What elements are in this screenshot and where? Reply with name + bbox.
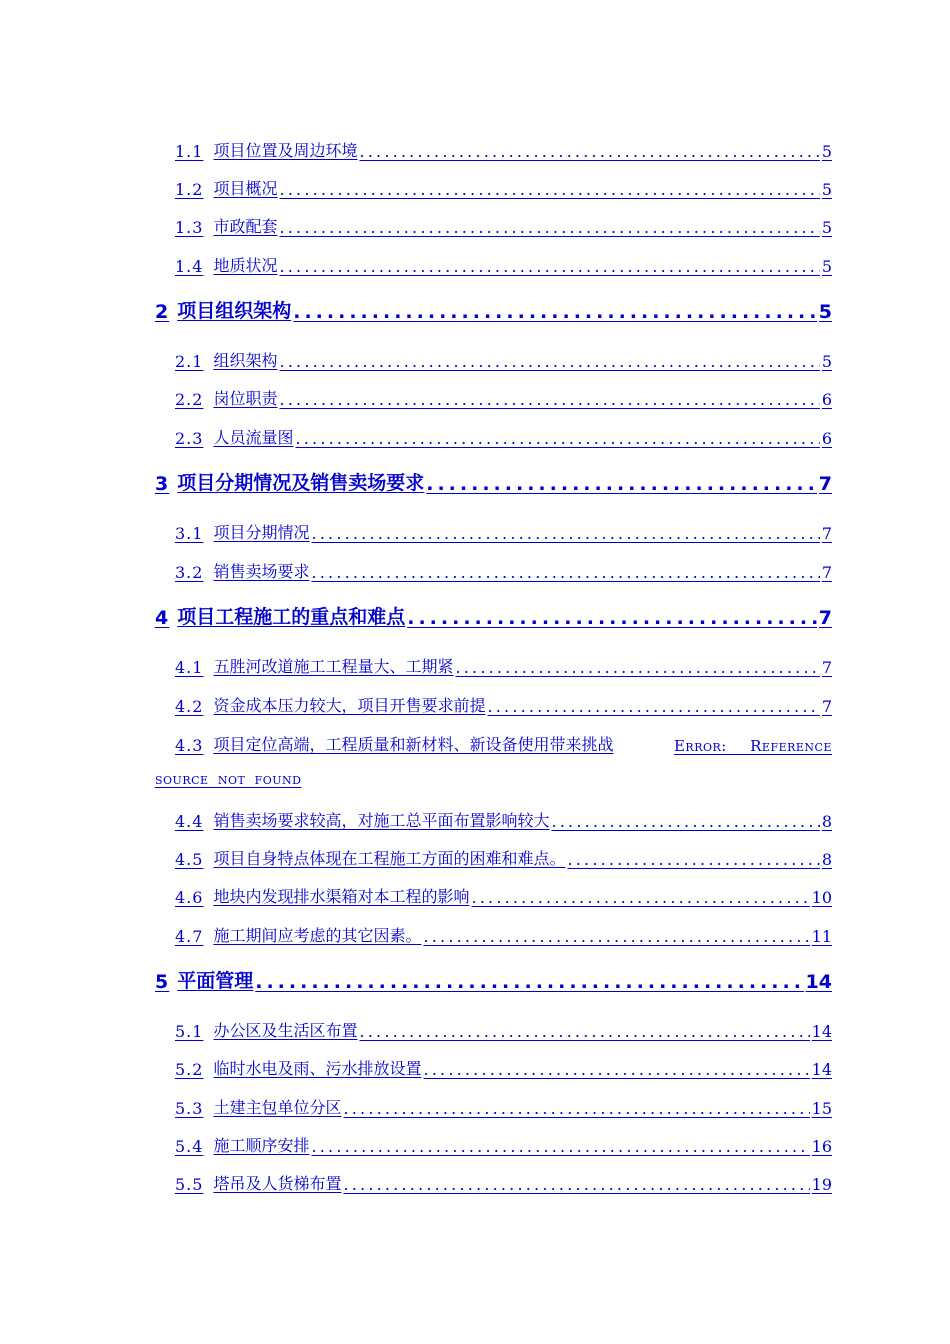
toc-leader-dots [359, 142, 819, 161]
toc-leader-dots [279, 390, 819, 409]
toc-title: 平面管理 [177, 970, 254, 992]
toc-page-number: 11 [811, 927, 832, 946]
toc-page-number: 7 [821, 563, 832, 582]
toc-leader-dots [343, 1099, 809, 1118]
toc-reference-error-continuation[interactable]: source not found [155, 770, 302, 788]
toc-leader-dots [311, 1137, 809, 1156]
toc-page-number: 8 [821, 850, 832, 869]
toc-title: 销售卖场要求 [213, 562, 310, 581]
toc-page-number: 5 [821, 180, 832, 199]
toc-number: 5.2 [175, 1060, 204, 1079]
toc-title: 土建主包单位分区 [213, 1098, 342, 1117]
toc-page-number: 7 [821, 524, 832, 543]
toc-page-number: 14 [811, 1022, 832, 1041]
toc-page-number: 6 [821, 390, 832, 409]
toc-entry-5-3[interactable] [175, 1094, 832, 1118]
toc-leader-dots [293, 301, 817, 323]
toc-chapter-5[interactable] [155, 965, 832, 993]
toc-number: 1.1 [175, 142, 204, 161]
toc-leader-dots [423, 1060, 809, 1079]
toc-number: 2 [155, 301, 170, 323]
toc-page-number: 7 [818, 607, 832, 629]
toc-title: 资金成本压力较大，项目开售要求前提 [213, 696, 486, 715]
toc-title: 项目分期情况 [213, 523, 310, 542]
toc-entry-2-2[interactable] [175, 385, 832, 409]
toc-page-number: 19 [811, 1175, 832, 1194]
toc-title: 施工顺序安排 [213, 1136, 310, 1155]
toc-number: 2.2 [175, 390, 204, 409]
toc-entry-1-1[interactable] [175, 137, 832, 161]
toc-entry-5-4[interactable] [175, 1132, 832, 1156]
toc-chapter-4[interactable] [155, 601, 832, 629]
toc-number: 4.7 [175, 927, 204, 946]
toc-entry-4-7[interactable] [175, 922, 832, 946]
toc-leader-dots [255, 971, 803, 993]
toc-title: 办公区及生活区布置 [213, 1021, 358, 1040]
toc-entry-2-1[interactable] [175, 347, 832, 371]
toc-number: 1.3 [175, 218, 204, 237]
toc-page-number: 5 [818, 301, 832, 323]
toc-entry-2-3[interactable] [175, 424, 832, 448]
toc-number: 5.4 [175, 1137, 204, 1156]
toc-title: 项目组织架构 [177, 300, 292, 322]
toc-leader-dots [471, 888, 809, 907]
toc-number: 4.6 [175, 888, 204, 907]
toc-title: 项目概况 [213, 179, 278, 198]
toc-leader-dots [407, 607, 817, 629]
toc-entry-3-2[interactable] [175, 558, 832, 582]
toc-number: 5.5 [175, 1175, 204, 1194]
toc-number: 3 [155, 473, 170, 495]
toc-page-number: 7 [821, 697, 832, 716]
toc-title: 项目工程施工的重点和难点 [177, 606, 406, 628]
toc-entry-4-3[interactable] [175, 731, 832, 755]
toc-page-number: 5 [821, 142, 832, 161]
toc-leader-dots [311, 524, 819, 543]
toc-leader-dots [279, 218, 819, 237]
toc-leader-dots [455, 658, 819, 677]
toc-title: 项目自身特点体现在工程施工方面的困难和难点。 [213, 849, 566, 868]
toc-leader-dots [343, 1175, 809, 1194]
toc-number: 4.4 [175, 812, 204, 831]
toc-title: 地质状况 [213, 256, 278, 275]
toc-chapter-2[interactable] [155, 295, 832, 323]
toc-page-number: 16 [811, 1137, 832, 1156]
toc-entry-4-5[interactable] [175, 845, 832, 869]
toc-page-number: 6 [821, 429, 832, 448]
toc-entry-4-6[interactable] [175, 883, 832, 907]
toc-leader-dots [567, 850, 819, 869]
toc-entry-5-2[interactable] [175, 1055, 832, 1079]
toc-number: 5 [155, 971, 170, 993]
toc-entry-3-1[interactable] [175, 519, 832, 543]
toc-title: 岗位职责 [213, 389, 278, 408]
toc-title: 施工期间应考虑的其它因素。 [213, 926, 422, 945]
toc-chapter-3[interactable] [155, 467, 832, 495]
toc-number: 3.2 [175, 563, 204, 582]
toc-page-number: 14 [805, 971, 832, 993]
toc-reference-error: Error: Reference [673, 737, 832, 755]
toc-page-number: 5 [821, 218, 832, 237]
toc-leader-dots [279, 180, 819, 199]
toc-leader-dots [279, 352, 819, 371]
toc-page-number: 7 [821, 658, 832, 677]
toc-leader-dots [551, 812, 819, 831]
toc-title: 项目分期情况及销售卖场要求 [177, 472, 425, 494]
toc-number: 4.3 [175, 736, 204, 755]
toc-page-number: 5 [821, 257, 832, 276]
toc-number: 2.3 [175, 429, 204, 448]
toc-leader-dots [359, 1022, 809, 1041]
toc-entry-5-1[interactable] [175, 1017, 832, 1041]
toc-number: 1.4 [175, 257, 204, 276]
toc-page-number: 15 [811, 1099, 832, 1118]
toc-title: 项目位置及周边环境 [213, 141, 358, 160]
toc-leader-dots [487, 697, 819, 716]
toc-entry-4-2[interactable] [175, 692, 832, 716]
toc-title: 市政配套 [213, 217, 278, 236]
toc-page-number: 5 [821, 352, 832, 371]
toc-entry-1-2[interactable] [175, 175, 832, 199]
toc-leader-dots [295, 429, 819, 448]
toc-entry-1-4[interactable] [175, 252, 832, 276]
toc-title: 项目定位高端，工程质量和新材料、新设备使用带来挑战 [213, 735, 614, 754]
toc-page-number: 8 [821, 812, 832, 831]
toc-leader-dots [426, 473, 817, 495]
toc-number: 4.5 [175, 850, 204, 869]
toc-entry-4-4[interactable] [175, 807, 832, 831]
toc-page-number: 7 [818, 473, 832, 495]
toc-title: 地块内发现排水渠箱对本工程的影响 [213, 887, 470, 906]
toc-number: 2.1 [175, 352, 204, 371]
toc-title: 人员流量图 [213, 428, 294, 447]
toc-leader-dots [423, 927, 809, 946]
toc-leader-dots [279, 257, 819, 276]
toc-entry-4-1[interactable] [175, 653, 832, 677]
toc-number: 5.3 [175, 1099, 204, 1118]
toc-title: 销售卖场要求较高，对施工总平面布置影响较大 [213, 811, 550, 830]
toc-title: 五胜河改道施工工程量大、工期紧 [213, 657, 454, 676]
toc-title: 临时水电及雨、污水排放设置 [213, 1059, 422, 1078]
toc-page-number: 14 [811, 1060, 832, 1079]
toc-number: 4.1 [175, 658, 204, 677]
toc-entry-5-5[interactable] [175, 1170, 832, 1194]
toc-page-number: 10 [811, 888, 832, 907]
toc-number: 4 [155, 607, 170, 629]
toc-number: 3.1 [175, 524, 204, 543]
toc-number: 5.1 [175, 1022, 204, 1041]
toc-title: 塔吊及人货梯布置 [213, 1174, 342, 1193]
toc-title: 组织架构 [213, 351, 278, 370]
toc-number: 4.2 [175, 697, 204, 716]
toc-entry-1-3[interactable] [175, 213, 832, 237]
toc-leader-dots [311, 563, 819, 582]
toc-number: 1.2 [175, 180, 204, 199]
